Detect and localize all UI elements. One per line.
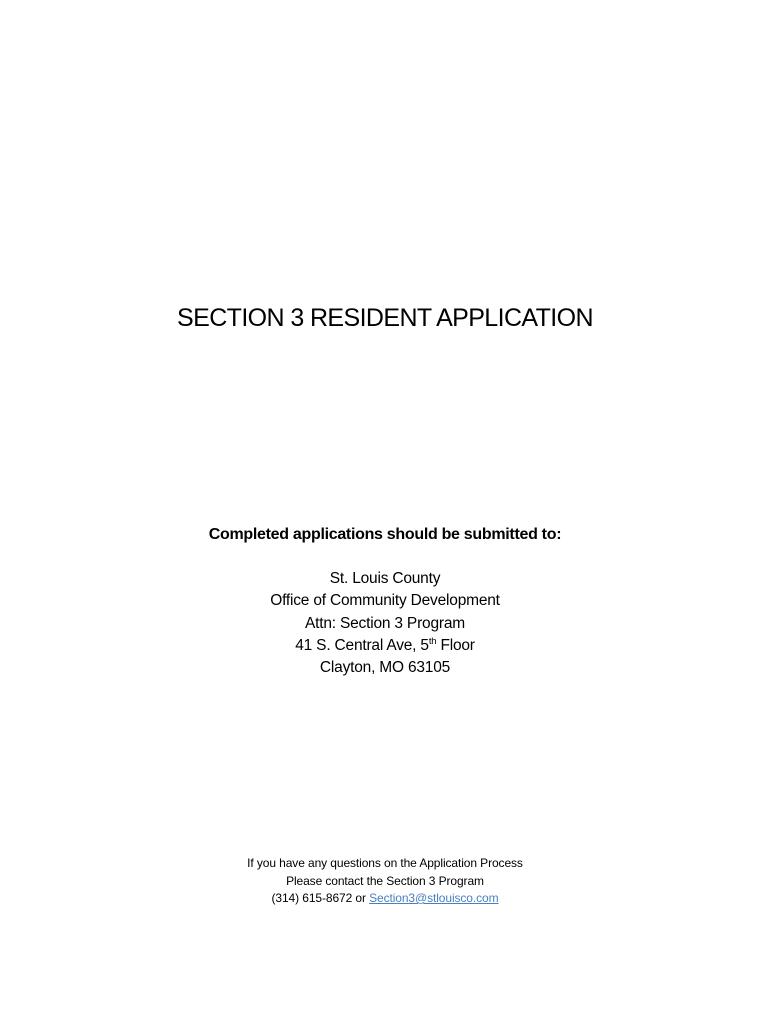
address-line-office: Office of Community Development	[270, 592, 500, 610]
address-line-county: St. Louis County	[329, 570, 441, 587]
contact-info	[0, 855, 770, 908]
address-line-city: Clayton, MO 63105	[319, 659, 451, 677]
floor-text: Floor	[436, 636, 475, 654]
phone-number: (314) 615-8672 or	[271, 891, 370, 905]
address-line-attn: Attn: Section 3 Program	[305, 614, 465, 632]
mailing-address	[0, 568, 770, 679]
page-title: SECTION 3 RESIDENT APPLICATION	[177, 304, 593, 332]
address-line-street	[0, 635, 770, 657]
contact-line-phone-email	[0, 890, 770, 908]
contact-line-questions: If you have any questions on the Application Process	[247, 856, 523, 870]
email-link[interactable]: Section3@stlouisco.com	[369, 891, 499, 905]
street-text: 41 S. Central Ave, 5	[295, 636, 429, 654]
contact-line-program: Please contact the Section 3 Program	[286, 873, 484, 888]
submission-heading: Completed applications should be submitted to:	[208, 526, 562, 543]
ordinal-suffix: th	[428, 635, 437, 647]
